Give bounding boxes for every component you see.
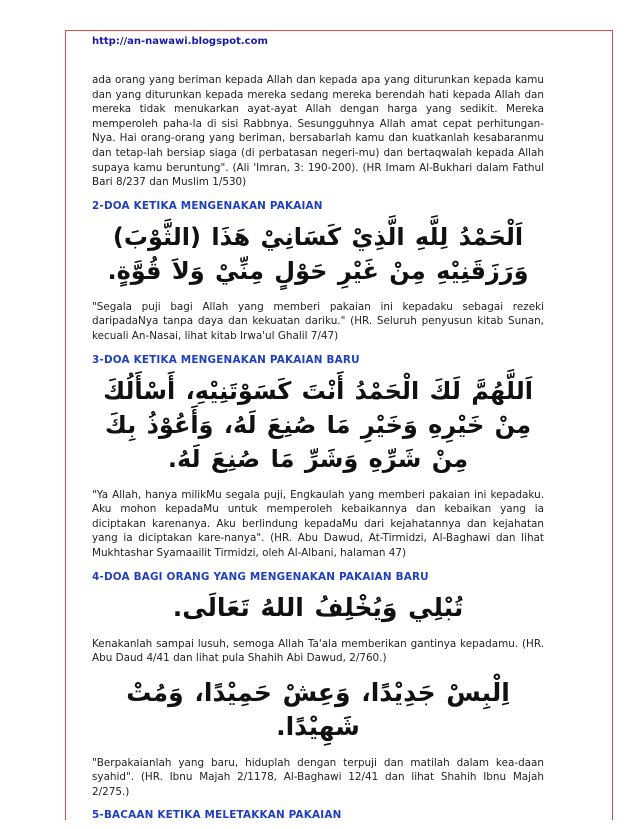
- section-4-heading: 4-DOA BAGI ORANG YANG MENGENAKAN PAKAIAN BARU: [92, 570, 429, 583]
- section-3-heading: 3-DOA KETIKA MENGENAKAN PAKAIAN BARU: [92, 353, 360, 366]
- section-4-arabic-prayer-2: اِلْبِسْ جَدِيْدًا، وَعِشْ حَمِيْدًا، وَمُتْ شَهِيْدًا.: [126, 677, 510, 741]
- section-2-arabic-prayer: اَلْحَمْدُ لِلَّهِ الَّذِيْ كَسَانِيْ هَذَا (الثَّوْبَ) وَرَزَقَنِيْهِ مِنْ غَيْرِ حَوْلٍ مِنِّيْ وَلاَ قُوَّةٍ.: [107, 222, 529, 285]
- blog-url-link[interactable]: http://an-nawawi.blogspot.com: [92, 36, 268, 47]
- intro-paragraph: ada orang yang beriman kepada Allah dan kepada apa yang diturunkan kepada kamu dan yang diturunkan kepada mereka sedang mereka berendah hati kepada Allah dan mereka tidak menukarkan ayat-ayat Allah dengan harga yang sedikit. Mereka memperoleh paha-la di sisi Rabbnya. Sesungguhnya Allah amat cepat perhitungan-Nya. Hai orang-orang yang beriman, bersabarlah kamu dan kuatkanlah kesabaranmu dan tetap-lah bersiap siaga (di perbatasan negeri-mu) dan bertaqwalah kepada Allah supaya kamu beruntung". (Ali 'Imran, 3: 190-200). (HR Imam Al-Bukhari dalam Fathul Bari 8/237 dan Muslim 1/530): [92, 74, 544, 189]
- section-3-translation: "Ya Allah, hanya milikMu segala puji, Engkaulah yang memberi pakaian ini kepadaku. Aku mohon kepadaMu untuk memperoleh kebaikannya dan kebaikan yang ia diciptakan karenanya. Aku berlindung kepadaMu dari kejahatannya dan kejahatan yang ia diciptakan kare-nanya". (HR. Abu Dawud, At-Tirmidzi, Al-Baghawi dan lihat Mukhtashar Syamaailit Tirmidzi, oleh Al-Albani, halaman 47): [92, 488, 544, 559]
- document-body: [92, 73, 544, 829]
- section-2-heading: 2-DOA KETIKA MENGENAKAN PAKAIAN: [92, 199, 323, 212]
- section-4-translation-1: Kenakanlah sampai lusuh, semoga Allah Ta'ala memberikan gantinya kepadamu. (HR. Abu Daud 4/41 dan lihat pula Shahih Abi Dawud, 2/760.): [92, 637, 544, 665]
- section-4-arabic-prayer-1: تُبْلِي وَيُخْلِفُ اللهُ تَعَالَى.: [172, 592, 464, 622]
- section-4-translation-2: "Berpakaianlah yang baru, hiduplah dengan terpuji dan matilah dalam kea-daan syahid". (HR. Ibnu Majah 2/1178, Al-Baghawi 12/41 dan lihat Shahih Ibnu Majah 2/275.): [92, 756, 544, 798]
- section-3-arabic-prayer: اَللَّهُمَّ لَكَ الْحَمْدُ أَنْتَ كَسَوْتَنِيْهِ، أَسْأَلُكَ مِنْ خَيْرِهِ وَخَيْرِ مَا صُنِعَ لَهُ، وَأَعُوْذُ بِكَ مِنْ شَرِّهِ وَشَرِّ مَا صُنِعَ لَهُ.: [103, 376, 533, 473]
- section-2-translation: "Segala puji bagi Allah yang memberi pakaian ini kepadaku sebagai rezeki daripadaNya tanpa daya dan kekuatan dariku." (HR. Seluruh penyusun kitab Sunan, kecuali An-Nasai, lihat kitab Irwa'ul Ghalil 7/47): [92, 300, 544, 342]
- section-5-heading: 5-BACAAN KETIKA MELETAKKAN PAKAIAN: [92, 809, 342, 822]
